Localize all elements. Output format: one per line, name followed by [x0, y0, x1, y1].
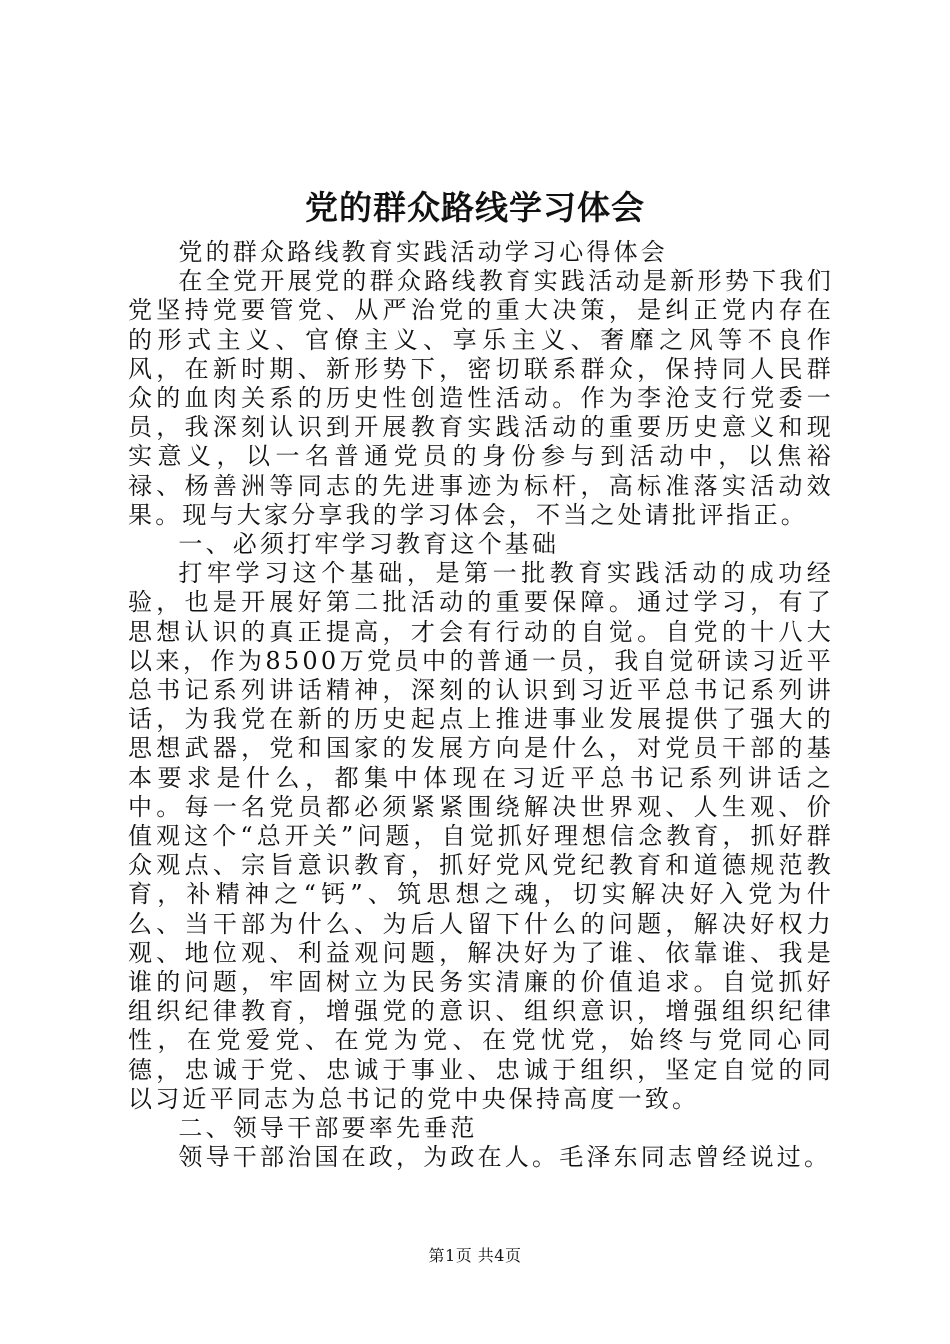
- intro-paragraph: 在全党开展党的群众路线教育实践活动是新形势下我们党坚持党要管党、从严治党的重大决策，是纠正党内存在的形式主义、官僚主义、享乐主义、奢靡之风等不良作风，在新时期、新形势下，密切联系群众，保持同人民群众的血肉关系的历史性创造性活动。作为李沧支行党委一员，我深刻认识到开展教育实践活动的重要历史意义和现实意义，以一名普通党员的身份参与到活动中，以焦裕禄、杨善洲等同志的先进事迹为标杆，高标准落实活动效果。现与大家分享我的学习体会，不当之处请批评指正。: [128, 267, 834, 529]
- section-2-paragraph: 领导干部治国在政，为政在人。毛泽东同志曾经说过。: [178, 1143, 832, 1172]
- subtitle-paragraph: 党的群众路线教育实践活动学习心得体会: [178, 238, 668, 266]
- document-title: 党的群众路线学习体会: [305, 188, 645, 227]
- section-heading-1: 一、必须打牢学习教育这个基础: [178, 530, 560, 559]
- section-heading-2: 二、领导干部要率先垂范: [178, 1114, 478, 1143]
- document-body: [128, 238, 834, 1173]
- page-footer: 第1页 共4页: [428, 1246, 522, 1265]
- section-1-paragraph: 打牢学习这个基础，是第一批教育实践活动的成功经验，也是开展好第二批活动的重要保障。通过学习，有了思想认识的真正提高，才会有行动的自觉。自党的十八大以来，作为8500万党员中的普通一员，我自觉研读习近平总书记系列讲话精神，深刻的认识到习近平总书记系列讲话，为我党在新的历史起点上推进事业发展提供了强大的思想武器，党和国家的发展方向是什么，对党员干部的基本要求是什么，都集中体现在习近平总书记系列讲话之中。每一名党员都必须紧紧围绕解决世界观、人生观、价值观这个“总开关”问题，自觉抓好理想信念教育，抓好群众观点、宗旨意识教育，抓好党风党纪教育和道德规范教育，补精神之“钙”、筑思想之魂，切实解决好入党为什么、当干部为什么、为后人留下什么的问题，解决好权力观、地位观、利益观问题，解决好为了谁、依靠谁、我是谁的问题，牢固树立为民务实清廉的价值追求。自觉抓好组织纪律教育，增强党的意识、组织意识，增强组织纪律性，在党爱党、在党为党、在党忧党，始终与党同心同德，忠诚于党、忠诚于事业、忠诚于组织，坚定自觉的同以习近平同志为总书记的党中央保持高度一致。: [128, 559, 834, 1113]
